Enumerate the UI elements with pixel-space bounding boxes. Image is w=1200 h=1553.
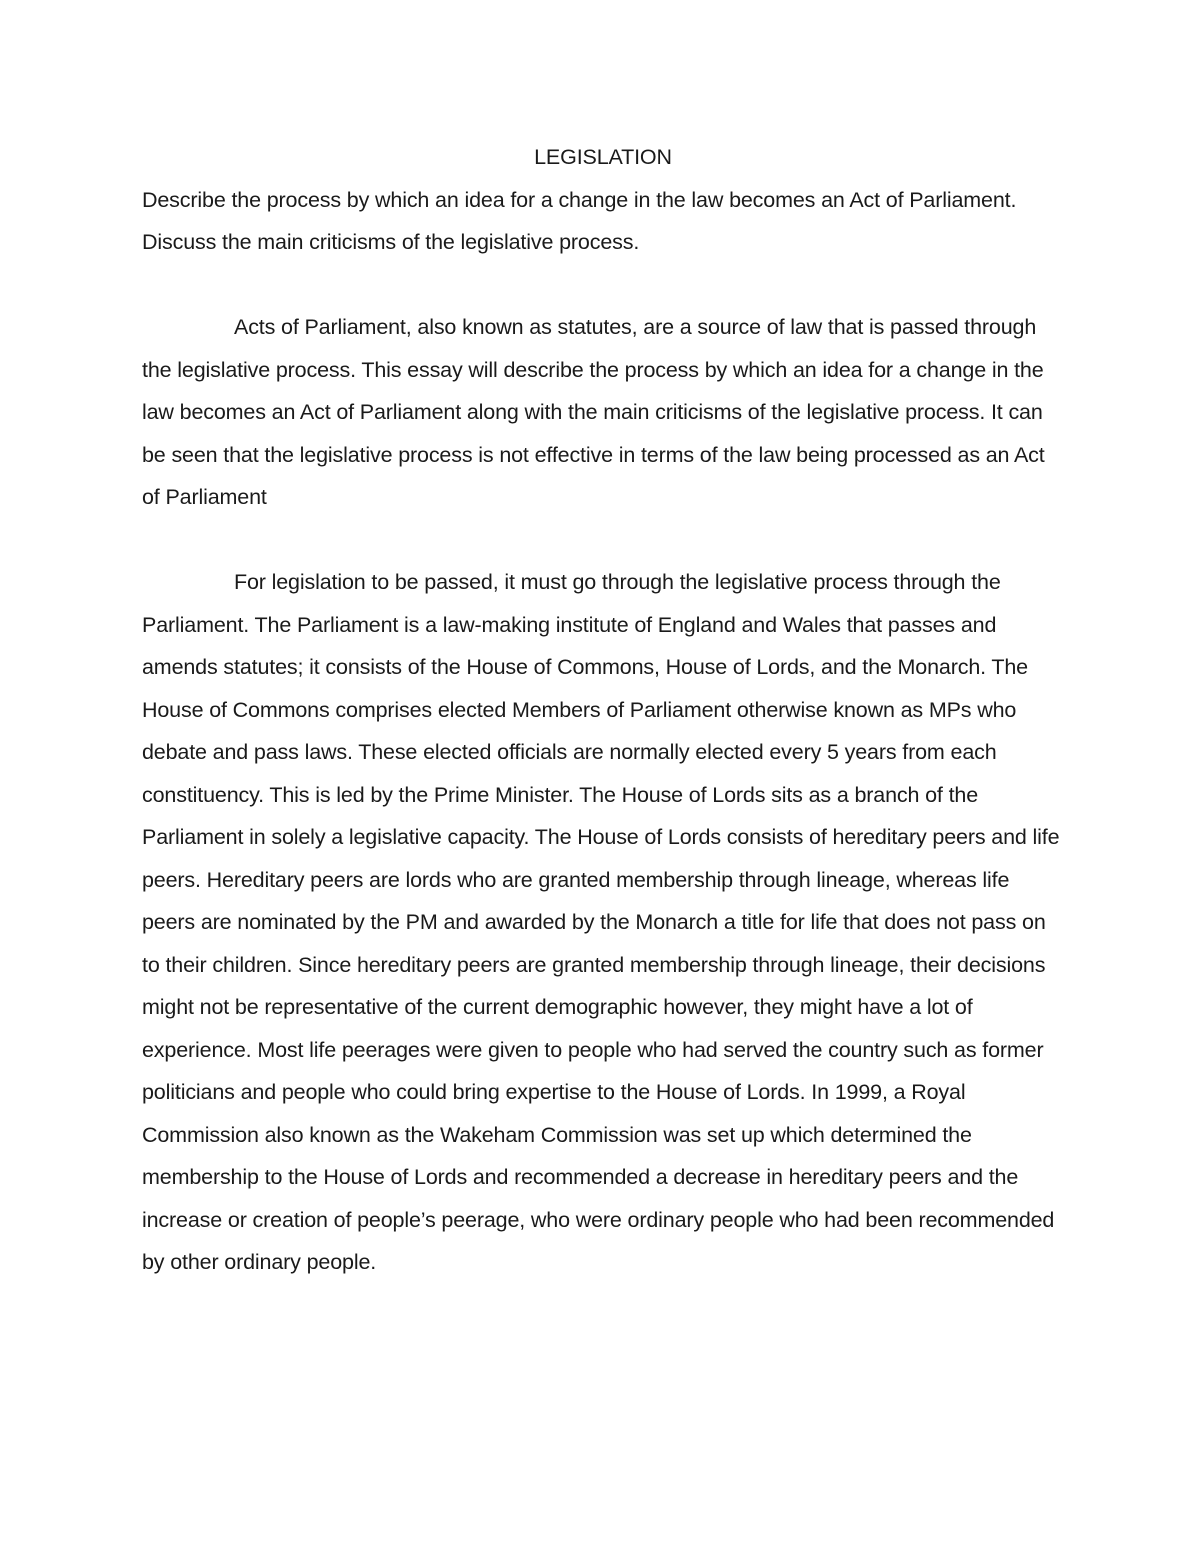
paragraph-parliament: For legislation to be passed, it must go through the legislative process through the Parliament. The Parliament is a law-making institute of England and Wales that passes and amends statutes; it consists of the House of Commons, House of Lords, and the Monarch. The House of Commons comprises elected Members of Parliament otherwise known as MPs who debate and pass laws. These elected officials are normally elected every 5 years from each constituency. This is led by the Prime Minister. The House of Lords sits as a branch of the Parliament in solely a legislative capacity. The House of Lords consists of hereditary peers and life peers. Hereditary peers are lords who are granted membership through lineage, whereas life peers are nominated by the PM and awarded by the Monarch a title for life that does not pass on to their children. Since hereditary peers are granted membership through lineage, their decisions might not be representative of the current demographic however, they might have a lot of experience. Most life peerages were given to people who had served the country such as former politicians and people who could bring expertise to the House of Lords. In 1999, a Royal Commission also known as the Wakeham Commission was set up which determined the membership to the House of Lords and recommended a decrease in hereditary peers and the increase or creation of people’s peerage, who were ordinary people who had been recommended by other ordinary people. [142, 570, 1060, 1274]
essay-question: Describe the process by which an idea for a change in the law becomes an Act of Parliament. Discuss the main criticisms of the legislative process. [142, 187, 1017, 254]
document-title: LEGISLATION [534, 145, 672, 169]
document-body [142, 136, 1064, 1284]
paragraph-introduction: Acts of Parliament, also known as statutes, are a source of law that is passed through the legislative process. This essay will describe the process by which an idea for a change in the law becomes an Act of Parliament along with the main criticisms of the legislative process. It can be seen that the legislative process is not effective in terms of the law being processed as an Act of Parliament [142, 315, 1045, 509]
